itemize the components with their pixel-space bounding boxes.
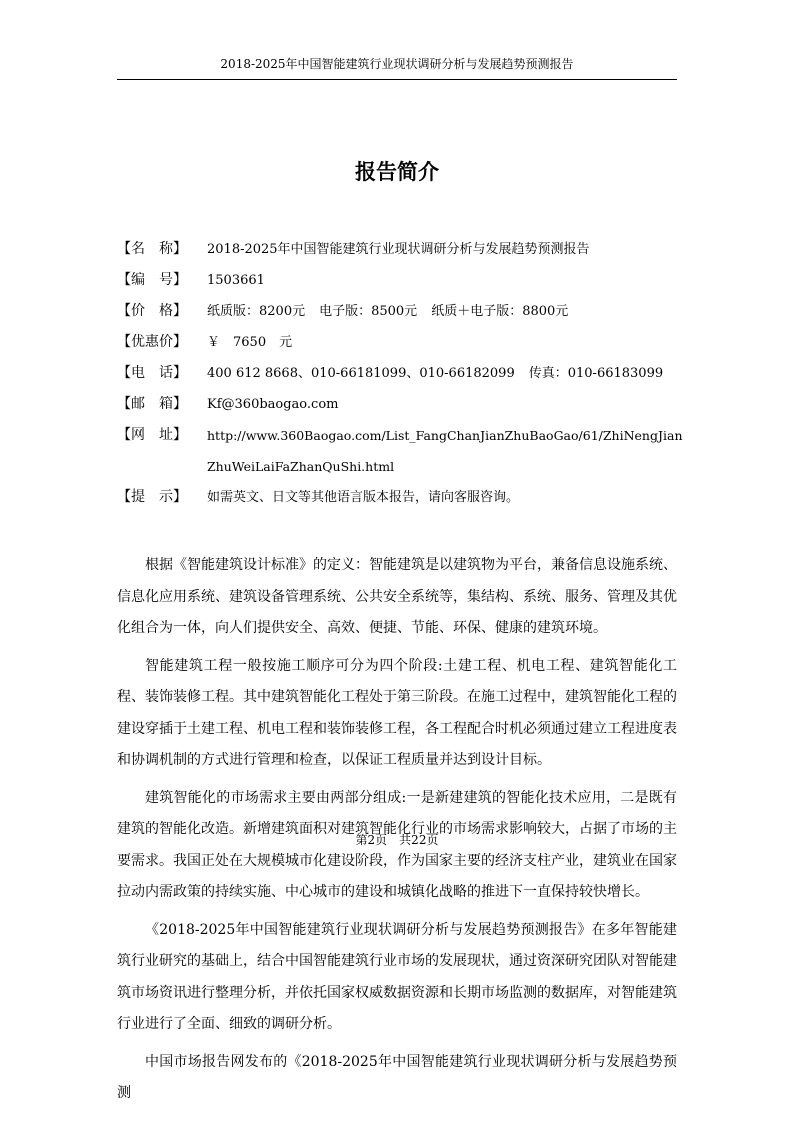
price-both: 纸质＋电子版：8800元: [431, 304, 569, 319]
info-value-phone: [207, 358, 687, 389]
page-footer: [117, 831, 677, 849]
page-number: 第2页 共22页: [355, 833, 439, 847]
body-paragraph: 智能建筑工程一般按施工顺序可分为四个阶段:土建工程、机电工程、建筑智能化工程、装饰装修工程。其中建筑智能化工程处于第三阶段。在施工过程中，建筑智能化工程的建设穿插于土建工程、机电工程和装饰装修工程，各工程配合时机必须通过建立工程进度表和协调机制的方式进行管理和检查，以保证工程质量并达到设计目标。: [117, 657, 677, 768]
info-row-email: [117, 389, 687, 420]
body-paragraph: 中国市场报告网发布的《2018-2025年中国智能建筑行业现状调研分析与发展趋势预测: [117, 1053, 677, 1101]
info-row-tip: [117, 482, 687, 513]
info-label-phone: 【电 话】: [117, 365, 187, 381]
info-value-name: 2018-2025年中国智能建筑行业现状调研分析与发展趋势预测报告: [207, 242, 590, 257]
report-info-block: [117, 234, 687, 513]
info-label-email: 【邮 箱】: [117, 396, 187, 412]
info-value-email[interactable]: Kf@360baogao.com: [207, 397, 339, 412]
info-label-url: 【网 址】: [117, 427, 187, 443]
info-value-code: 1503661: [207, 273, 265, 288]
header-title: 2018-2025年中国智能建筑行业现状调研分析与发展趋势预测报告: [220, 57, 574, 71]
info-label-tip: 【提 示】: [117, 489, 187, 505]
info-row-price: [117, 296, 687, 327]
info-row-phone: [117, 358, 687, 389]
body-paragraph: 《2018-2025年中国智能建筑行业现状调研分析与发展趋势预测报告》在多年智能建筑行业研究的基础上，结合中国智能建筑行业市场的发展现状，通过资深研究团队对智能建筑市场资讯进行整理分析，并依托国家权威数据资源和长期市场监测的数据库，对智能建筑行业进行了全面、细致的调研分析。: [117, 921, 677, 1032]
info-label-code: 【编 号】: [117, 272, 187, 288]
info-label-price: 【价 格】: [117, 303, 187, 319]
info-label-name: 【名 称】: [117, 241, 187, 257]
price-electronic: 电子版：8500元: [319, 304, 418, 319]
page-title: 报告简介: [355, 160, 439, 184]
header-divider: [117, 79, 677, 80]
info-value-url-link[interactable]: http://www.360Baogao.com/List_FangChanJianZhuBaoGao/61/ZhiNengJianZhuWeiLaiFaZhanQuShi.html: [207, 428, 683, 474]
info-row-name: [117, 234, 687, 265]
body-paragraph: 建筑智能化的市场需求主要由两部分组成:一是新建建筑的智能化技术应用，二是既有建筑的智能化改造。新增建筑面积对建筑智能化行业的市场需求影响较大，占据了市场的主要需求。我国正处在大规模城市化建设阶段，作为国家主要的经济支柱产业，建筑业在国家拉动内需政策的持续实施、中心城市的建设和城镇化战略的推进下一直保持较快增长。: [117, 789, 677, 900]
info-value-discount: ￥ 7650 元: [207, 335, 293, 350]
phone-numbers: 400 612 8668、010-66181099、010-66182099: [207, 366, 515, 381]
info-row-url: [117, 420, 687, 482]
info-row-code: [117, 265, 687, 296]
page-header: [117, 55, 677, 73]
price-paper: 纸质版：8200元: [207, 304, 306, 319]
info-value-tip: 如需英文、日文等其他语言版本报告，请向客服咨询。: [207, 490, 520, 505]
info-row-discount: [117, 327, 687, 358]
body-paragraph: 根据《智能建筑设计标准》的定义：智能建筑是以建筑物为平台，兼备信息设施系统、信息化应用系统、建筑设备管理系统、公共安全系统等，集结构、系统、服务、管理及其优化组合为一体，向人们提供安全、高效、便捷、节能、环保、健康的建筑环境。: [117, 557, 677, 636]
info-label-discount: 【优惠价】: [117, 334, 187, 350]
info-value-price: [207, 296, 687, 327]
fax-number: 传真：010-66183099: [528, 366, 664, 381]
